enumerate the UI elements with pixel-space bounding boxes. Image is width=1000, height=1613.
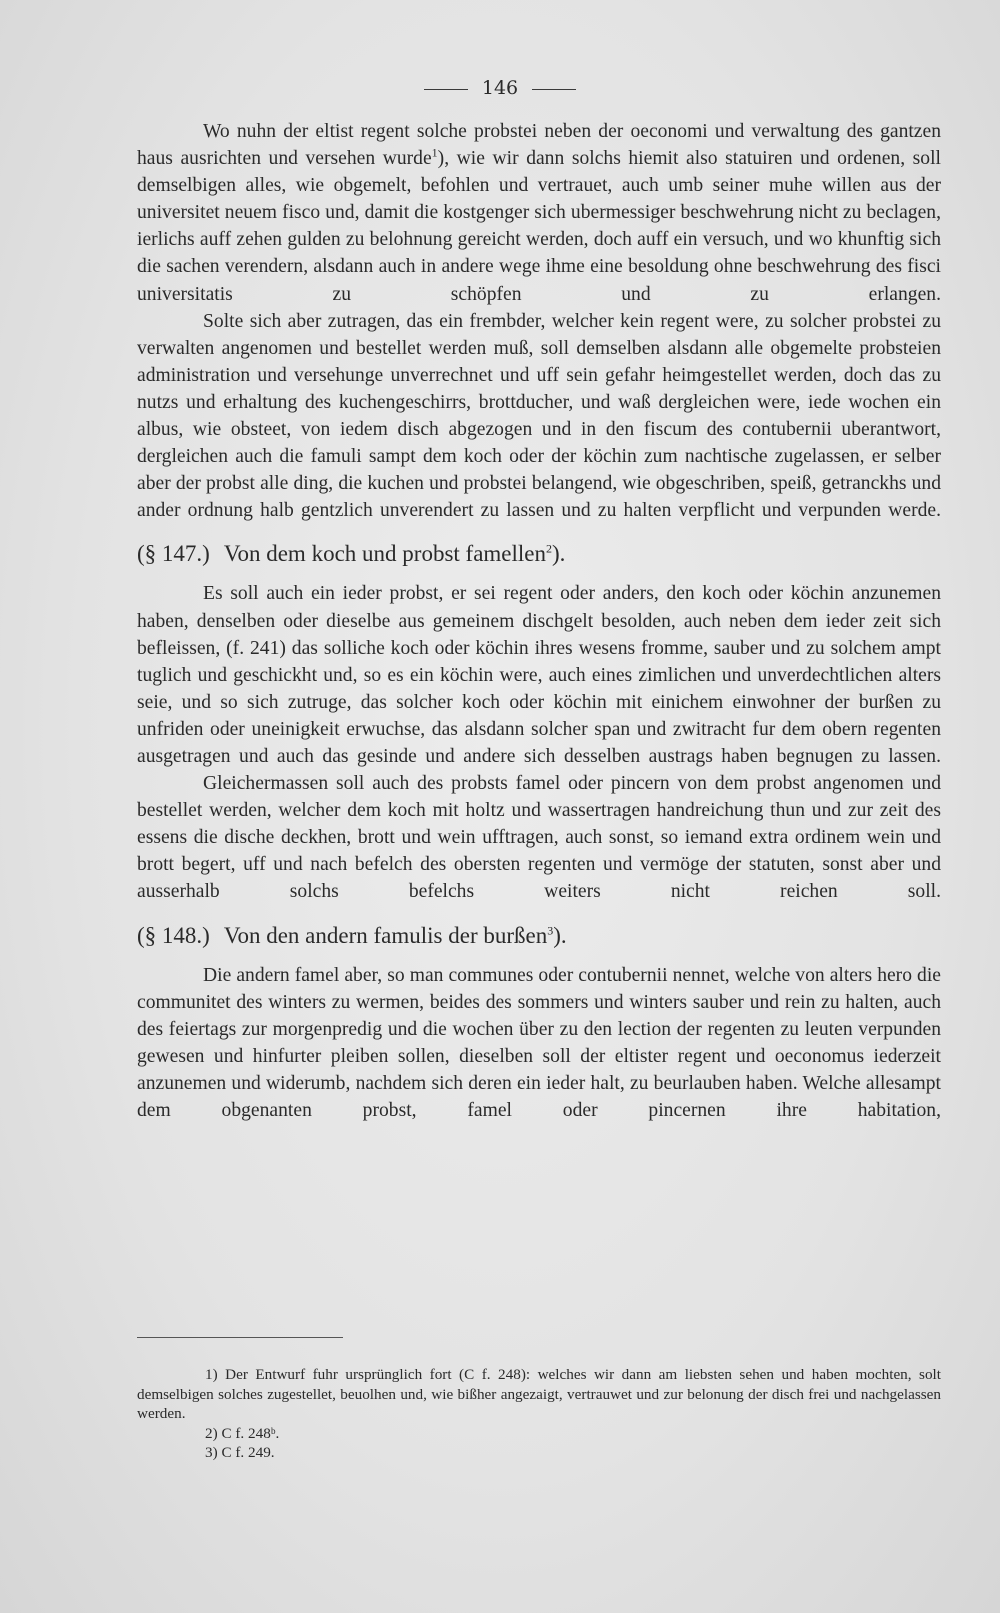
- page-number: 146: [481, 77, 519, 99]
- section-heading-148: [137, 916, 941, 956]
- paragraph-1-text-cont: ), wie wir dann solchs hiemit also statuiren und ordenen, soll demselbigen alles, wie obgemelt, befohlen und vertrauet, auch umb seiner muhe willen aus der universitet neuem fisco und, damit die kostgenger sich ubermessiger beschwehrung nicht zu beclagen, ierlichs auff zehen gulden zu belohnung gereicht werden, doch auff ein versuch, und wo khunftig sich die sachen verendern, alsdann auch in andere wege ihme eine besoldung ohne beschwehrung des fisci universitatis zu schöpfen und zu erlangen.: [137, 148, 941, 305]
- footnote-ref-1: 1: [431, 145, 438, 160]
- main-text: [137, 118, 941, 1124]
- section-title-148: Von den andern famulis der burßen: [223, 922, 548, 948]
- footnote-3: 3) C f. 249.: [205, 1444, 275, 1461]
- section-heading-147: [137, 534, 941, 574]
- section-number-148: (§ 148.): [137, 922, 210, 948]
- paragraph-1-text: Wo nuhn der eltist regent solche probstei neben der oeconomi und verwaltung des gantzen haus ausrichten und versehen wurde: [137, 121, 941, 170]
- footnote-2: 2) C f. 248ᵇ.: [205, 1424, 280, 1442]
- section-title-148-closing: ).: [553, 922, 567, 948]
- footnotes: [137, 1365, 941, 1463]
- footnote-1: 1) Der Entwurf fuhr ursprünglich fort (C f. 248): welches wir dann am liebsten sehen und haben mochten, solt demselbigen solches zugestellet, beuolhen und, wie bißher angezaigt, vertrauwet und zur belonung der disch frei und nachgelassen werden.: [137, 1366, 941, 1422]
- header-dash-right: [532, 89, 576, 90]
- paragraph-4: Gleichermassen soll auch des probsts famel oder pincern von dem probst angenomen und bestellet werden, welcher dem koch mit holtz und wassertragen handreichung thun und zur zeit des essens die dische deckhen, brott und wein ufftragen, auch sonst, so iemand extra ordinem wein und brott begert, uff und nach befelch des obersten regenten und vermöge der statuten, sonst aber und ausserhalb solchs befelchs weiters nicht reichen soll.: [137, 773, 941, 903]
- paragraph-1: [137, 118, 941, 308]
- section-title-147: Von dem koch und probst famellen: [223, 541, 546, 567]
- footnote-separator: [137, 1337, 343, 1338]
- header-dash-left: [424, 89, 468, 90]
- footnote-ref-3: 3: [547, 922, 554, 937]
- section-title-147-closing: ).: [552, 541, 566, 567]
- paragraph-5: Die andern famel aber, so man communes oder contubernii nennet, welche von alters hero die communitet des winters zu wermen, beides des sommers und winters sauber und rein zu halten, auch des feiertags zur morgenpredig und die wochen über zu den lection der regenten zu leuten verpunden gewesen und hinfurter pleiben sollen, dieselben soll der eltister regent und oeconomus iederzeit anzunemen und widerumb, nachdem sich deren ein ieder halt, zu beurlauben haben. Welche allesampt dem obgenanten probst, famel oder pincernen ihre habitation,: [137, 964, 941, 1121]
- page-header: [0, 76, 1000, 100]
- paragraph-2: Solte sich aber zutragen, das ein frembder, welcher kein regent were, zu solcher probstei zu verwalten angenomen und bestellet werden muß, soll demselben alsdann alle obgemelte probsteien administration und versehunge unverrechnet und uff sein gefahr heimgestellet werden, doch das zu nutzs und erhaltung des kuchengeschirrs, brottducher, und waß dergleichen were, iede wochen ein albus, wie obsteet, von iedem disch abgezogen und in den fiscum des contubernii uberantwort, dergleichen auch die famuli sampt dem koch oder der köchin zum nachtische zugelassen, er selber aber der probst alle ding, die kuchen und probstei belangend, wie obgeschriben, speiß, getranckhs und ander ordnung halb gentzlich unverendert zu lassen und zu halten verpflicht und verpunden werde.: [137, 310, 941, 522]
- section-number-147: (§ 147.): [137, 541, 210, 567]
- footnote-ref-2: 2: [546, 541, 552, 556]
- paragraph-3: Es soll auch ein ieder probst, er sei regent oder anders, den koch oder köchin anzunemen haben, denselben oder dieselbe aus gemeinem dischgelt besolden, auch neben dem ieder zeit sich befleissen, (f. 241) das solliche koch oder köchin ihres wesens fromme, sauber und zu solchem ampt tuglich und geschickht und, so es ein köchin were, auch eines zimlichen und unverdechtlichen alters seie, und so sich zutruge, das solcher koch oder köchin mit einichem einwohner der burßen zu unfriden oder uneinigkeit erwuchse, das alsdann solcher span und zwitracht fur dem obern regenten ausgetragen und auch das gesinde und andere sich desselben austrags haben begnugen zu lassen.: [137, 583, 941, 767]
